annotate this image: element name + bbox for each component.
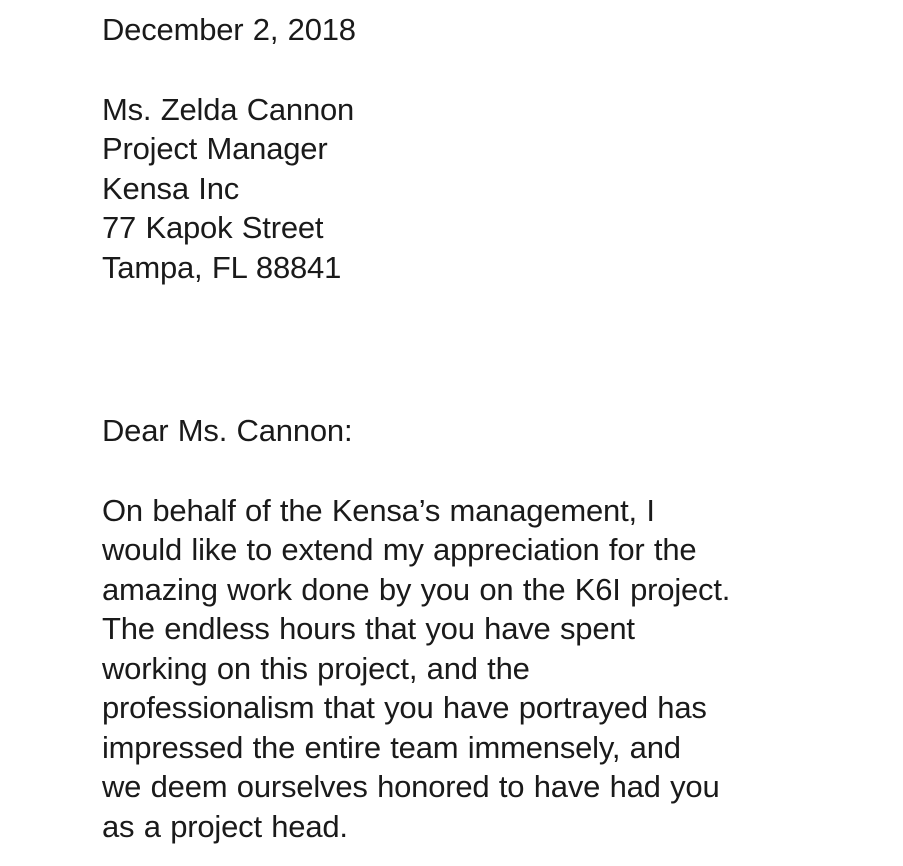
- body-line: professionalism that you have portrayed has: [102, 690, 707, 725]
- recipient-address-block: [102, 90, 862, 288]
- body-line: as a project head.: [102, 808, 348, 844]
- body-line: On behalf of the Kensa’s management, I: [102, 492, 655, 528]
- body-line: impressed the entire team immensely, and: [102, 729, 681, 765]
- body-line: The endless hours that you have spent: [102, 611, 635, 646]
- recipient-street: 77 Kapok Street: [102, 210, 324, 245]
- recipient-title: Project Manager: [102, 131, 328, 166]
- letter-body-paragraph: [102, 491, 862, 847]
- body-line: we deem ourselves honored to have had you: [102, 769, 720, 804]
- recipient-city-state-zip: Tampa, FL 88841: [102, 249, 342, 285]
- letter-document: [102, 10, 862, 846]
- recipient-name: Ms. Zelda Cannon: [102, 91, 355, 127]
- letter-date: December 2, 2018: [102, 12, 356, 47]
- recipient-company: Kensa Inc: [102, 170, 240, 206]
- body-line: would like to extend my appreciation for the: [102, 532, 697, 567]
- letter-salutation: Dear Ms. Cannon:: [102, 413, 353, 448]
- body-line: working on this project, and the: [102, 650, 530, 686]
- body-line: amazing work done by you on the K6I project.: [102, 571, 731, 607]
